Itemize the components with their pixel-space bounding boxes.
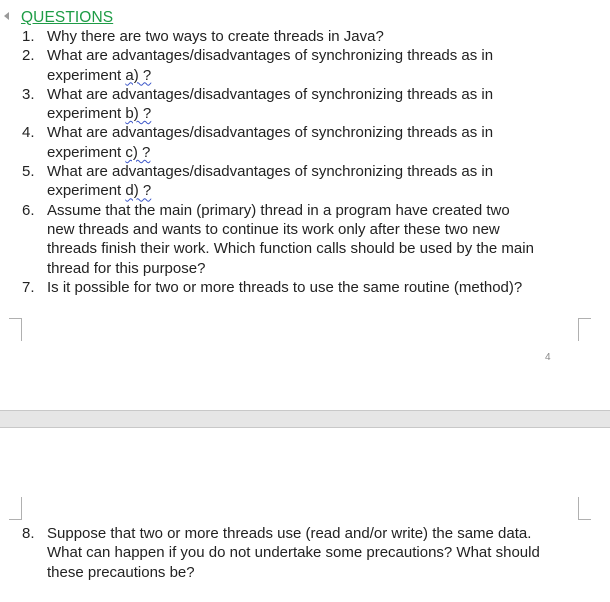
question-text-line: new threads and wants to continue its work only after these two new	[47, 220, 500, 238]
heading-questions[interactable]: QUESTIONS	[21, 9, 114, 26]
question-text-line: Suppose that two or more threads use (read and/or write) the same data.	[47, 525, 532, 542]
question-5[interactable]	[0, 162, 567, 201]
question-text-line: experiment	[47, 182, 126, 200]
question-text-line: these precautions be?	[47, 563, 195, 581]
page-number: 4	[545, 352, 551, 363]
question-text-line: thread for this purpose?	[47, 259, 206, 277]
question-8[interactable]	[0, 524, 567, 582]
list-number: 8.	[22, 525, 35, 542]
question-6[interactable]	[0, 201, 567, 278]
spelling-error-squiggle[interactable]: b) ?	[125, 105, 152, 123]
spelling-error-squiggle[interactable]: d) ?	[125, 182, 152, 200]
list-number: 1.	[22, 28, 35, 45]
list-number: 7.	[22, 278, 35, 296]
list-number: 2.	[22, 47, 35, 65]
question-text-line: Assume that the main (primary) thread in a program have created two	[47, 201, 510, 219]
spelling-error-squiggle[interactable]: a) ?	[125, 66, 152, 84]
margin-corner-mark	[9, 318, 22, 341]
question-text-line: What are advantages/disadvantages of synchronizing threads as in	[47, 163, 494, 181]
list-number: 4.	[22, 124, 35, 142]
question-text-line: What can happen if you do not undertake some precautions? What should	[47, 544, 540, 562]
margin-corner-mark	[578, 497, 591, 520]
question-2[interactable]	[0, 46, 567, 85]
question-text-line: Why there are two ways to create threads in Java?	[47, 28, 384, 45]
list-number: 3.	[22, 85, 35, 103]
page-separator	[0, 410, 610, 428]
collapse-heading-icon[interactable]	[4, 12, 9, 20]
question-text-line: What are advantages/disadvantages of synchronizing threads as in	[47, 47, 494, 65]
question-3[interactable]	[0, 85, 567, 124]
margin-corner-mark	[578, 318, 591, 341]
question-text-line: experiment	[47, 143, 126, 161]
question-text-line: experiment	[47, 66, 126, 84]
question-7[interactable]	[0, 278, 567, 297]
question-text-line: threads finish their work. Which function calls should be used by the main	[47, 240, 534, 258]
margin-corner-mark	[9, 497, 22, 520]
questions-list	[0, 27, 567, 297]
question-text-line: experiment	[47, 105, 126, 123]
question-text-line: What are advantages/disadvantages of synchronizing threads as in	[47, 124, 494, 142]
list-number: 6.	[22, 201, 35, 219]
question-1[interactable]	[0, 27, 567, 46]
question-text-line: What are advantages/disadvantages of synchronizing threads as in	[47, 85, 494, 103]
questions-list-continued	[0, 524, 567, 582]
question-4[interactable]	[0, 123, 567, 162]
spelling-error-squiggle[interactable]: c) ?	[125, 143, 151, 161]
list-number: 5.	[22, 163, 35, 181]
question-text-line: Is it possible for two or more threads to use the same routine (method)?	[47, 278, 523, 296]
